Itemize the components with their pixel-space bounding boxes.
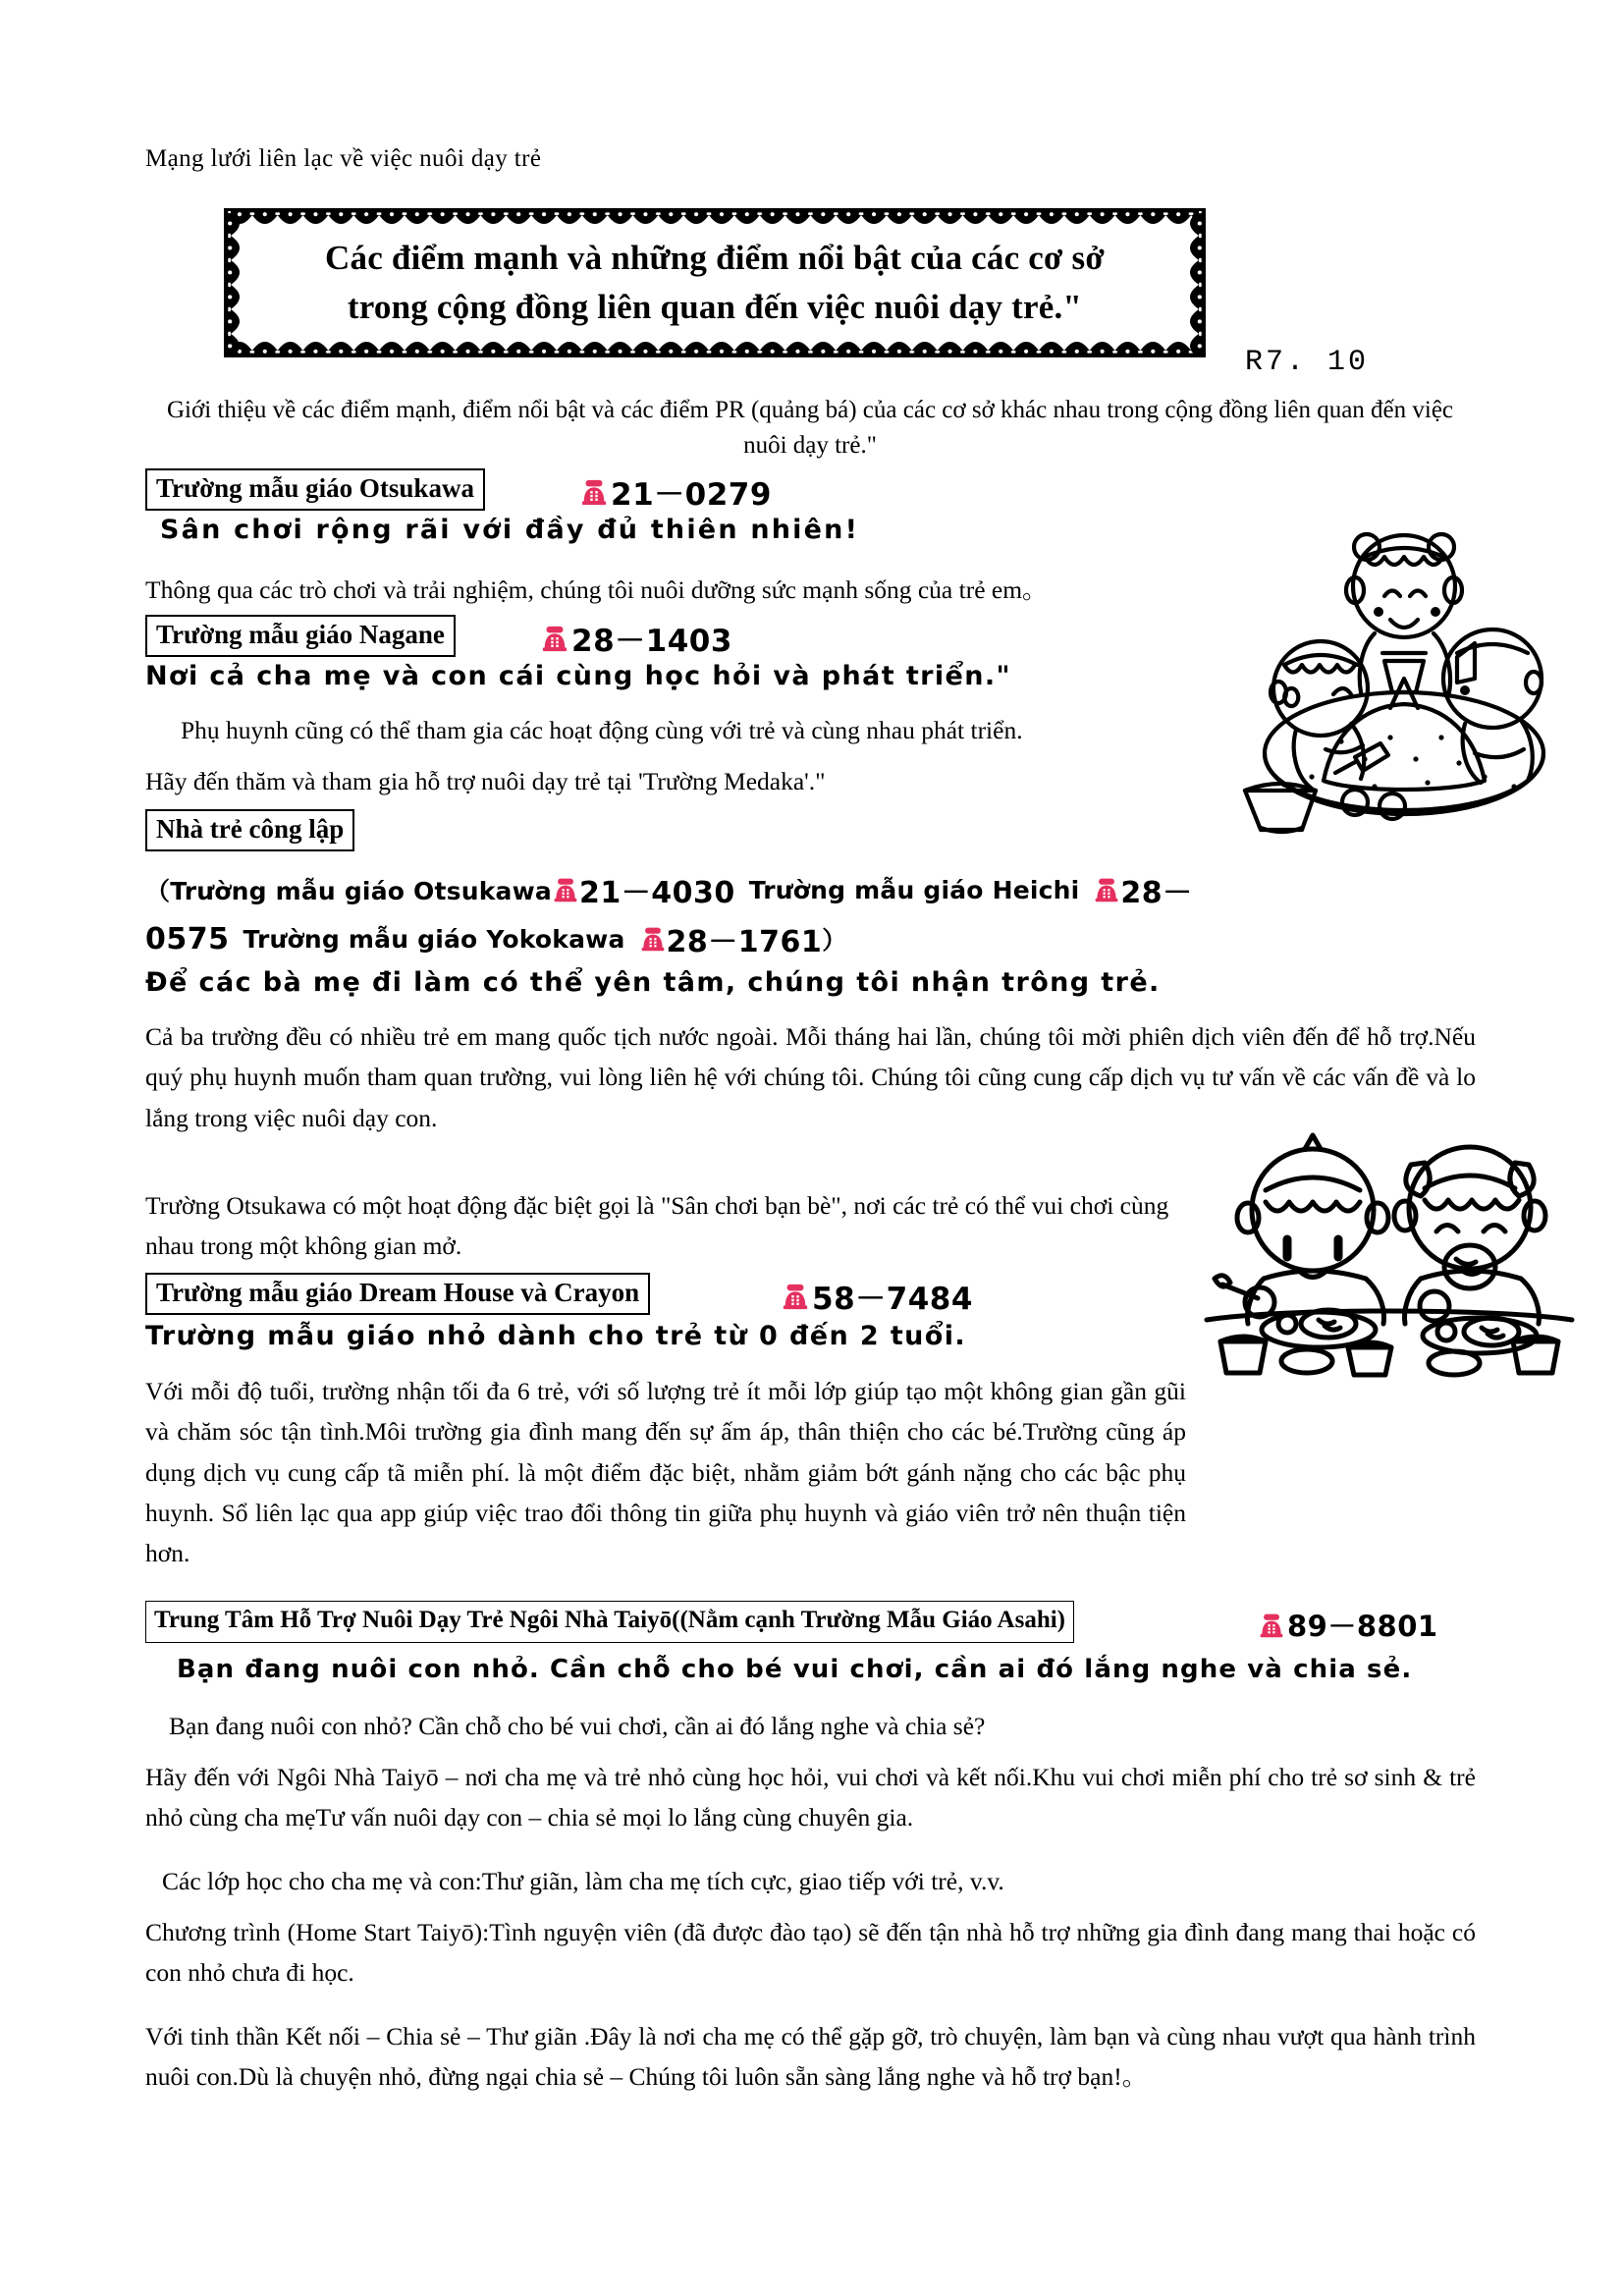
contact-phone-otsukawa: 21－4030 bbox=[578, 876, 735, 910]
body-taiyo-2: Hãy đến với Ngôi Nhà Taiyō – nơi cha mẹ và trẻ nhỏ cùng học hỏi, vui chơi và kết nối.Khu vui chơi miễn phí cho trẻ sơ sinh & trẻ nhỏ cùng cha mẹTư vấn nuôi dạy con – chia sẻ mọi lo lắng cùng chuyên gia. bbox=[145, 1763, 1476, 1832]
illustration-children-sandbox-play bbox=[1217, 496, 1581, 840]
telephone-icon bbox=[540, 624, 569, 653]
phone-dream-house bbox=[781, 1274, 973, 1318]
contact-phone-heichi-rest: 0575 bbox=[145, 921, 230, 957]
section-name-nagane: Trường mẫu giáo Nagane bbox=[145, 615, 456, 657]
intro-paragraph: Giới thiệu về các điểm mạnh, điểm nổi bật và các điểm PR (quảng bá) của các cơ sở khác nhau trong cộng đồng liên quan đến việc nuôi dạy trẻ." bbox=[166, 397, 1454, 459]
document-header-label: Mạng lưới liên lạc về việc nuôi dạy trẻ bbox=[145, 145, 542, 172]
catch-nagane: Nơi cả cha mẹ và con cái cùng học hỏi và phát triển." bbox=[145, 661, 1011, 691]
contact-label-heichi: Trường mẫu giáo Heichi bbox=[748, 875, 1080, 904]
telephone-icon bbox=[1093, 876, 1120, 903]
catch-taiyo: Bạn đang nuôi con nhỏ. Cần chỗ cho bé vui chơi, cần ai đó lắng nghe và chia sẻ. bbox=[177, 1655, 1413, 1684]
title-border-right-ornament bbox=[1185, 211, 1203, 355]
body-taiyo-1: Bạn đang nuôi con nhỏ? Cần chỗ cho bé vui chơi, cần ai đó lắng nghe và chia sẻ? bbox=[169, 1712, 986, 1740]
telephone-icon bbox=[1258, 1612, 1285, 1639]
body-taiyo-4: Chương trình (Home Start Taiyō):Tình nguyện viên (đã được đào tạo) sẽ đến tận nhà hỗ trợ những gia đình đang mang thai hoặc có con nhỏ chưa đi học. bbox=[145, 1918, 1476, 1988]
body-nagane-line2: Hãy đến thăm và tham gia hỗ trợ nuôi dạy trẻ tại 'Trường Medaka'." bbox=[145, 767, 826, 795]
body-public-nursery-2: Trường Otsukawa có một hoạt động đặc biệt gọi là "Sân chơi bạn bè", nơi các trẻ có thể vui chơi cùng nhau trong một không gian mở. bbox=[145, 1191, 1169, 1261]
public-nursery-contacts-line-2 bbox=[145, 917, 846, 960]
body-otsukawa: Thông qua các trò chơi và trải nghiệm, chúng tôi nuôi dưỡng sức mạnh sống của trẻ em。 bbox=[145, 575, 1048, 604]
body-taiyo-3: Các lớp học cho cha mẹ và con:Thư giãn, làm cha mẹ tích cực, giao tiếp với trẻ, v.v. bbox=[162, 1867, 1004, 1895]
contact-label-otsukawa: （Trường mẫu giáo Otsukawa bbox=[145, 877, 552, 905]
title-line-1: Các điểm mạnh và những điểm nổi bật của các cơ sở bbox=[325, 239, 1105, 278]
telephone-icon bbox=[552, 876, 579, 903]
catch-dream-house: Trường mẫu giáo nhỏ dành cho trẻ từ 0 đến 2 tuổi. bbox=[145, 1321, 967, 1351]
telephone-icon bbox=[781, 1282, 810, 1311]
contact-label-yokokawa: Trường mẫu giáo Yokokawa bbox=[243, 924, 625, 954]
body-public-nursery-1: Cả ba trường đều có nhiều trẻ em mang quốc tịch nước ngoài. Mỗi tháng hai lần, chúng tôi mời phiên dịch viên đến để hỗ trợ.Nếu quý phụ huynh muốn tham quan trường, vui lòng liên hệ với chúng tôi. Chúng tôi cũng cung cấp dịch vụ tư vấn về các vấn đề và lo lắng trong việc nuôi dạy con. bbox=[145, 1022, 1476, 1132]
title-line-2: trong cộng đồng liên quan đến việc nuôi dạy trẻ." bbox=[347, 288, 1083, 326]
public-nursery-contacts-line-1 bbox=[145, 868, 1193, 911]
section-name-public-nursery: Nhà trẻ công lập bbox=[145, 809, 354, 851]
body-dream-house: Với mỗi độ tuổi, trường nhận tối đa 6 trẻ, với số lượng trẻ ít mỗi lớp giúp tạo một không gian gần gũi và chăm sóc tận tình.Môi trường gia đình mang đến sự ấm áp, thân thiện cho các bé.Trường cũng áp dụng dịch vụ cung cấp tã miễn phí. là một điểm đặc biệt, nhằm giảm bớt gánh nặng cho các bậc phụ huynh. Sổ liên lạc qua app giúp việc trao đổi thông tin giữa phụ huynh và giáo viên trở nên thuận tiện hơn. bbox=[145, 1377, 1186, 1568]
title-border-left-ornament bbox=[227, 211, 244, 355]
title-border-top-ornament bbox=[227, 211, 1203, 229]
telephone-icon bbox=[579, 477, 609, 507]
section-name-otsukawa: Trường mẫu giáo Otsukawa bbox=[145, 468, 485, 511]
body-nagane-line1: Phụ huynh cũng có thể tham gia các hoạt động cùng với trẻ và cùng nhau phát triển. bbox=[181, 716, 1023, 744]
phone-number-otsukawa: 21－0279 bbox=[611, 477, 772, 513]
section-name-dream-house: Trường mẫu giáo Dream House và Crayon bbox=[145, 1273, 650, 1315]
phone-number-nagane: 28－1403 bbox=[571, 624, 732, 659]
contacts-close-paren: ） bbox=[822, 926, 847, 955]
issue-date: R7. 10 bbox=[1245, 346, 1370, 379]
phone-nagane bbox=[540, 616, 732, 660]
illustration-two-children-eating bbox=[1203, 1129, 1576, 1385]
phone-otsukawa bbox=[579, 469, 772, 514]
catch-otsukawa: Sân chơi rộng rãi với đầy đủ thiên nhiên! bbox=[160, 515, 860, 545]
body-taiyo-5: Với tinh thần Kết nối – Chia sẻ – Thư giãn .Đây là nơi cha mẹ có thể gặp gỡ, trò chuyện, làm bạn và cùng nhau vượt qua hành trình nuôi con.Dù là chuyện nhỏ, đừng ngại chia sẻ – Chúng tôi luôn sẵn sàng lắng nghe và hỗ trợ bạn!。 bbox=[145, 2022, 1476, 2092]
phone-number-taiyo: 89－8801 bbox=[1287, 1610, 1438, 1643]
section-name-taiyo: Trung Tâm Hỗ Trợ Nuôi Dạy Trẻ Ngôi Nhà Taiyō((Nằm cạnh Trường Mẫu Giáo Asahi) bbox=[145, 1601, 1074, 1643]
contact-phone-heichi-part: 28－ bbox=[1120, 876, 1193, 910]
phone-number-dream-house: 58－7484 bbox=[812, 1282, 973, 1317]
title-box bbox=[224, 208, 1206, 357]
phone-taiyo bbox=[1258, 1605, 1438, 1645]
contact-phone-yokokawa: 28－1761 bbox=[666, 925, 823, 959]
title-border-bottom-ornament bbox=[227, 337, 1203, 355]
catch-public-nursery: Để các bà mẹ đi làm có thể yên tâm, chúng tôi nhận trông trẻ. bbox=[145, 967, 1161, 998]
telephone-icon bbox=[639, 925, 667, 953]
